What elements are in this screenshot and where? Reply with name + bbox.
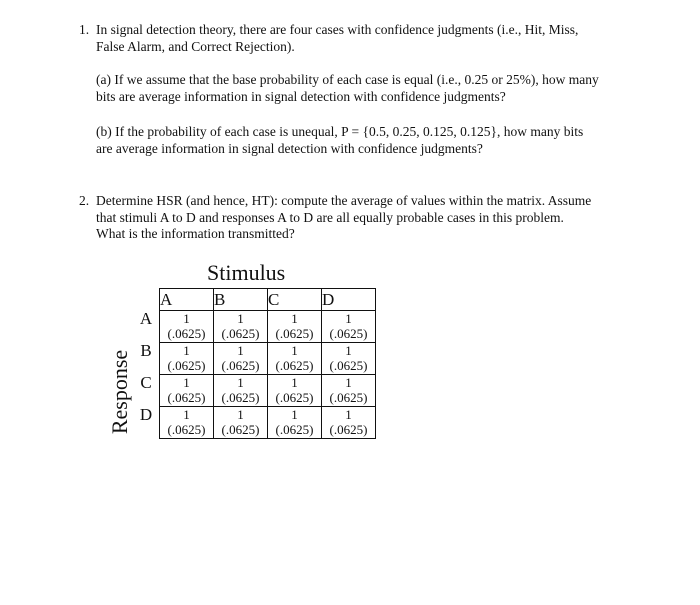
matrix-cell xyxy=(268,311,322,344)
response-title: Response xyxy=(107,349,132,435)
column-header-d: D xyxy=(322,289,376,311)
row-header-c: C xyxy=(140,373,152,392)
matrix-row-d xyxy=(133,407,376,439)
column-header-a: A xyxy=(160,289,214,311)
matrix-cell xyxy=(214,311,268,344)
cell-value: 1 xyxy=(345,343,352,358)
cell-value: 1 xyxy=(237,375,244,390)
column-header-row xyxy=(133,289,376,311)
cell-value: 1 xyxy=(345,407,352,422)
stimulus-response-matrix xyxy=(133,288,376,439)
question-text xyxy=(96,193,639,243)
cell-value: 1 xyxy=(183,375,190,390)
text-line: that stimuli A to D and responses A to D are all equally probable cases in this problem. xyxy=(96,209,564,225)
text-line: bits are average information in signal detection with confidence judgments? xyxy=(96,88,506,104)
matrix-row-c xyxy=(133,375,376,407)
matrix-cell xyxy=(160,311,214,344)
matrix-cell xyxy=(322,343,376,375)
text-line: False Alarm, and Correct Rejection). xyxy=(96,38,295,54)
text-line: Determine HSR (and hence, HT): compute the average of values within the matrix. Assume xyxy=(96,193,592,208)
text-line: What is the information transmitted? xyxy=(96,226,295,241)
cell-value: 1 xyxy=(291,375,298,390)
matrix-cell xyxy=(268,375,322,407)
cell-probability: (.0625) xyxy=(214,358,267,375)
cell-probability: (.0625) xyxy=(268,326,321,343)
matrix-cell xyxy=(268,407,322,439)
question-1a xyxy=(96,72,656,105)
matrix-cell xyxy=(322,311,376,344)
cell-probability: (.0625) xyxy=(160,390,213,407)
cell-value: 1 xyxy=(345,311,352,326)
cell-value: 1 xyxy=(291,343,298,358)
question-number: 1. xyxy=(79,22,90,37)
cell-probability: (.0625) xyxy=(268,390,321,407)
cell-value: 1 xyxy=(183,407,190,422)
cell-probability: (.0625) xyxy=(160,358,213,375)
text-line: are average information in signal detection with confidence judgments? xyxy=(96,140,483,156)
matrix-row-a xyxy=(133,311,376,344)
question-text xyxy=(96,22,639,55)
cell-probability: (.0625) xyxy=(268,358,321,375)
stimulus-title: Stimulus xyxy=(207,260,286,285)
matrix-cell xyxy=(322,407,376,439)
row-header-d: D xyxy=(139,405,153,424)
matrix-corner xyxy=(133,289,160,311)
text-line: (a) If we assume that the base probability of each case is equal (i.e., 0.25 or 25%), how many xyxy=(96,72,599,87)
cell-probability: (.0625) xyxy=(275,422,314,437)
matrix-cell xyxy=(214,407,268,439)
cell-probability: (.0625) xyxy=(322,358,375,375)
cell-probability: (.0625) xyxy=(167,422,206,437)
cell-probability: (.0625) xyxy=(160,326,213,343)
cell-value: 1 xyxy=(237,343,244,358)
text-line: In signal detection theory, there are four cases with confidence judgments (i.e., Hit, Miss, xyxy=(96,22,579,37)
matrix-cell xyxy=(322,375,376,407)
cell-value: 1 xyxy=(183,311,190,326)
matrix-row-b xyxy=(133,343,376,375)
cell-probability: (.0625) xyxy=(322,326,375,343)
matrix-cell xyxy=(160,407,214,439)
cell-value: 1 xyxy=(291,407,298,422)
cell-value: 1 xyxy=(345,375,352,390)
matrix-cell xyxy=(214,343,268,375)
cell-probability: (.0625) xyxy=(214,326,267,343)
column-header-c: C xyxy=(268,289,322,311)
cell-probability: (.0625) xyxy=(322,390,375,407)
question-1b xyxy=(96,124,656,157)
matrix-cell xyxy=(214,375,268,407)
row-header-b: B xyxy=(140,341,152,360)
matrix-cell xyxy=(268,343,322,375)
cell-probability: (.0625) xyxy=(329,422,368,437)
matrix-cell xyxy=(160,343,214,375)
row-header-a: A xyxy=(139,308,153,328)
matrix-cell xyxy=(160,375,214,407)
cell-probability: (.0625) xyxy=(214,390,267,407)
cell-probability: (.0625) xyxy=(221,422,260,437)
text-line: (b) If the probability of each case is unequal, P = {0.5, 0.25, 0.125, 0.125}, how many bits xyxy=(96,124,584,139)
cell-value: 1 xyxy=(237,407,244,422)
column-header-b: B xyxy=(214,289,268,311)
cell-value: 1 xyxy=(291,311,298,326)
cell-value: 1 xyxy=(237,311,244,326)
question-number: 2. xyxy=(79,193,90,208)
cell-value: 1 xyxy=(183,343,190,358)
